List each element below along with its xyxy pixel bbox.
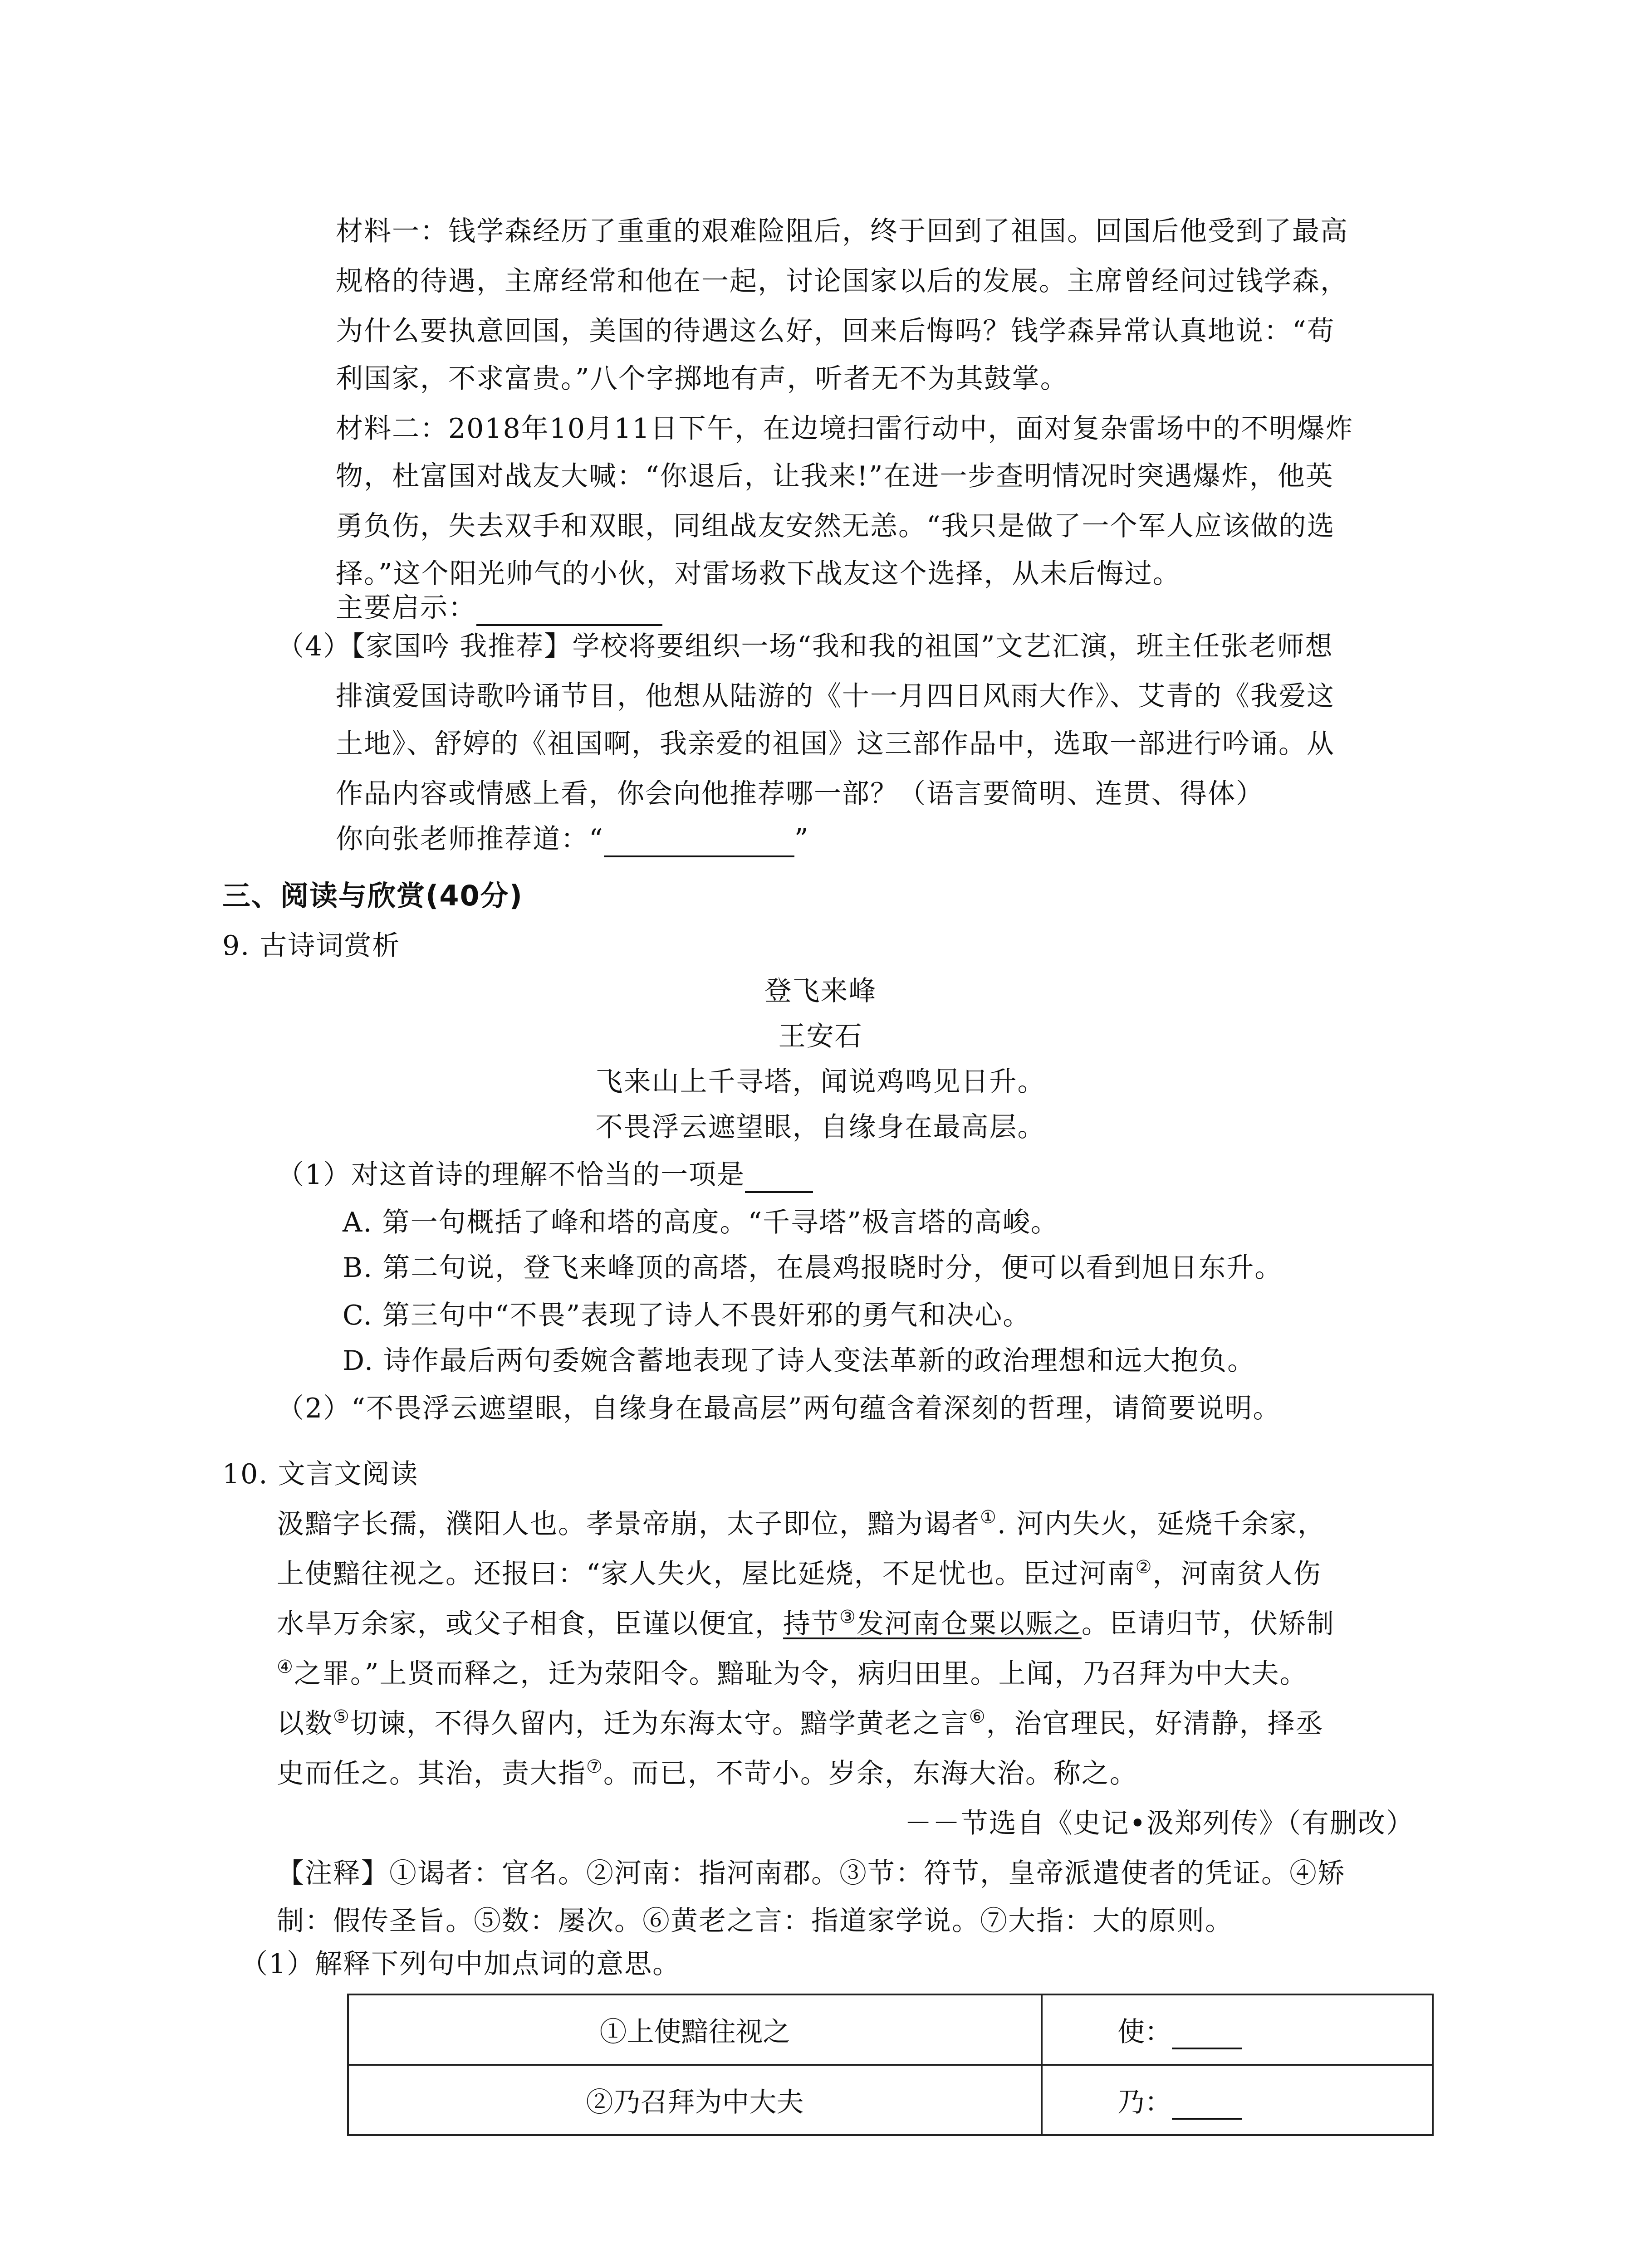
material2-line: 物，杜富国对战友大喊：“你退后，让我来!”在进一步查明情况时突遇爆炸，他英 — [336, 460, 1334, 492]
q9-title: 9. 古诗词赏析 — [222, 930, 401, 962]
answer-blank[interactable] — [1172, 2093, 1242, 2120]
passage-line — [277, 1506, 1326, 1542]
q9-option-b: B. 第二句说，登飞来峰顶的高塔，在晨鸡报晓时分，便可以看到旭日东升。 — [343, 1252, 1283, 1284]
note-marker: ⑦ — [586, 1756, 603, 1777]
passage-line — [277, 1755, 1138, 1792]
table-cell-sentence: ①上使黯往视之 — [348, 1994, 1042, 2065]
annotation-line: 【注释】①谒者：官名。②河南：指河南郡。③节：符节，皇帝派遣使者的凭证。④矫 — [277, 1857, 1346, 1889]
note-marker: ① — [980, 1507, 997, 1528]
table-row — [348, 2065, 1433, 2135]
note-marker: ④ — [277, 1657, 294, 1677]
q10-title: 10. 文言文阅读 — [222, 1458, 419, 1490]
note-marker: ⑥ — [969, 1706, 986, 1727]
material1-line: 利国家，不求富贵。”八个字掷地有声，听者无不为其鼓掌。 — [336, 363, 1068, 395]
passage-line — [277, 1706, 1324, 1742]
main-insight-answer-blank[interactable] — [476, 597, 662, 626]
passage-line — [277, 1556, 1322, 1592]
passage-text: 。臣请归节，伏矫制 — [1081, 1608, 1335, 1640]
material2-line: 材料二：2018年10月11日下午，在边境扫雷行动中，面对复杂雷场中的不明爆炸 — [336, 413, 1354, 445]
table-cell-answer — [1042, 1994, 1433, 2065]
q4-answer-row — [336, 821, 809, 857]
poem-title: 登飞来峰 — [764, 975, 877, 1007]
q9-option-d: D. 诗作最后两句委婉含蓄地表现了诗人变法革新的政治理想和远大抱负。 — [343, 1345, 1256, 1377]
q9-option-c: C. 第三句中“不畏”表现了诗人不畏奸邪的勇气和决心。 — [343, 1300, 1031, 1331]
q9-sub1-text: （1）对这首诗的理解不恰当的一项是 — [277, 1159, 745, 1191]
passage-text: 持节 — [783, 1608, 839, 1640]
note-marker: ⑤ — [333, 1706, 350, 1727]
material1-line: 为什么要执意回国，美国的待遇这么好，回来后悔吗？钱学森异常认真地说：“苟 — [336, 315, 1335, 347]
underlined-sentence — [783, 1608, 1082, 1640]
passage-text: 史而任之。其治，责大指 — [277, 1758, 586, 1789]
passage-text: 切谏，不得久留内，迁为东海太守。黯学黄老之言 — [350, 1708, 969, 1740]
q9-sub1-answer-blank[interactable] — [745, 1164, 813, 1193]
q4-line: （4）【家国吟 我推荐】学校将要组织一场“我和我的祖国”文艺汇演，班主任张老师想 — [277, 631, 1333, 662]
q9-option-a: A. 第一句概括了峰和塔的高度。“千寻塔”极言塔的高峻。 — [343, 1207, 1059, 1238]
passage-line — [277, 1656, 1308, 1692]
passage-text: 汲黯字长孺，濮阳人也。孝景帝崩，太子即位，黯为谒者 — [277, 1508, 980, 1540]
word-label: 乃： — [1117, 2086, 1172, 2118]
passage-text: 以数 — [277, 1708, 333, 1740]
table-cell-answer — [1042, 2065, 1433, 2135]
table-row — [348, 1994, 1433, 2065]
main-insight-row — [336, 590, 662, 626]
poem-line: 飞来山上千寻塔，闻说鸡鸣见日升。 — [595, 1066, 1046, 1098]
q4-line: 土地》、舒婷的《祖国啊，我亲爱的祖国》这三部作品中，选取一部进行吟诵。从 — [336, 728, 1335, 760]
q9-sub2: （2）“不畏浮云遮望眼，自缘身在最高层”两句蕴含着深刻的哲理，请简要说明。 — [277, 1393, 1281, 1424]
answer-blank[interactable] — [1172, 2023, 1242, 2049]
passage-text: 水旱万余家，或父子相食，臣谨以便宜， — [277, 1608, 783, 1640]
annotation-line: 制：假传圣旨。⑤数：屡次。⑥黄老之言：指道家学说。⑦大指：大的原则。 — [277, 1905, 1233, 1937]
q4-answer-suffix: ” — [794, 823, 809, 855]
section3-heading: 三、阅读与欣赏(40分) — [222, 879, 523, 912]
note-marker: ③ — [839, 1607, 857, 1628]
material2-line: 择。”这个阳光帅气的小伙，对雷场救下战友这个选择，从未后悔过。 — [336, 558, 1181, 590]
q4-line: 排演爱国诗歌吟诵节目，他想从陆游的《十一月四日风雨大作》、艾青的《我爱这 — [336, 680, 1335, 712]
material2-line: 勇负伤，失去双手和双眼，同组战友安然无恙。“我只是做了一个军人应该做的选 — [336, 510, 1335, 542]
passage-line — [277, 1606, 1335, 1642]
passage-text: 。而已，不苛小。岁余，东海大治。称之。 — [603, 1758, 1138, 1789]
q4-line: 作品内容或情感上看，你会向他推荐哪一部？（语言要简明、连贯、得体） — [336, 778, 1264, 810]
q10-sub1: （1）解释下列句中加点词的意思。 — [240, 1948, 681, 1980]
word-explanation-table — [347, 1994, 1434, 2136]
passage-text: . 河内失火，延烧千余家， — [997, 1508, 1326, 1540]
passage-text: 上使黯往视之。还报曰：“家人失火，屋比延烧，不足忧也。臣过河南 — [277, 1558, 1136, 1590]
material1-line: 材料一：钱学森经历了重重的艰难险阻后，终于回到了祖国。回国后他受到了最高 — [336, 215, 1348, 247]
main-insight-label: 主要启示： — [336, 592, 476, 624]
passage-source: －－节选自《史记•汲郑列传》（有删改） — [904, 1808, 1414, 1839]
passage-text: 发河南仓粟以赈之 — [856, 1608, 1082, 1640]
passage-text: ，河南贫人伤 — [1152, 1558, 1322, 1590]
word-label: 使： — [1117, 2016, 1172, 2048]
q9-sub1-row — [277, 1157, 813, 1193]
poem-line: 不畏浮云遮望眼，自缘身在最高层。 — [595, 1111, 1046, 1143]
material1-line: 规格的待遇，主席经常和他在一起，讨论国家以后的发展。主席曾经问过钱学森， — [336, 265, 1348, 297]
passage-text: 之罪。”上贤而释之，迁为荥阳令。黯耻为令，病归田里。上闻，乃召拜为中大夫。 — [294, 1658, 1308, 1690]
q4-answer-blank[interactable] — [604, 828, 794, 857]
q4-answer-prefix: 你向张老师推荐道：“ — [336, 823, 604, 855]
table-cell-sentence: ②乃召拜为中大夫 — [348, 2065, 1042, 2135]
note-marker: ② — [1135, 1557, 1153, 1578]
poem-author: 王安石 — [778, 1021, 863, 1052]
passage-text: ，治官理民，好清静，择丞 — [986, 1708, 1324, 1740]
